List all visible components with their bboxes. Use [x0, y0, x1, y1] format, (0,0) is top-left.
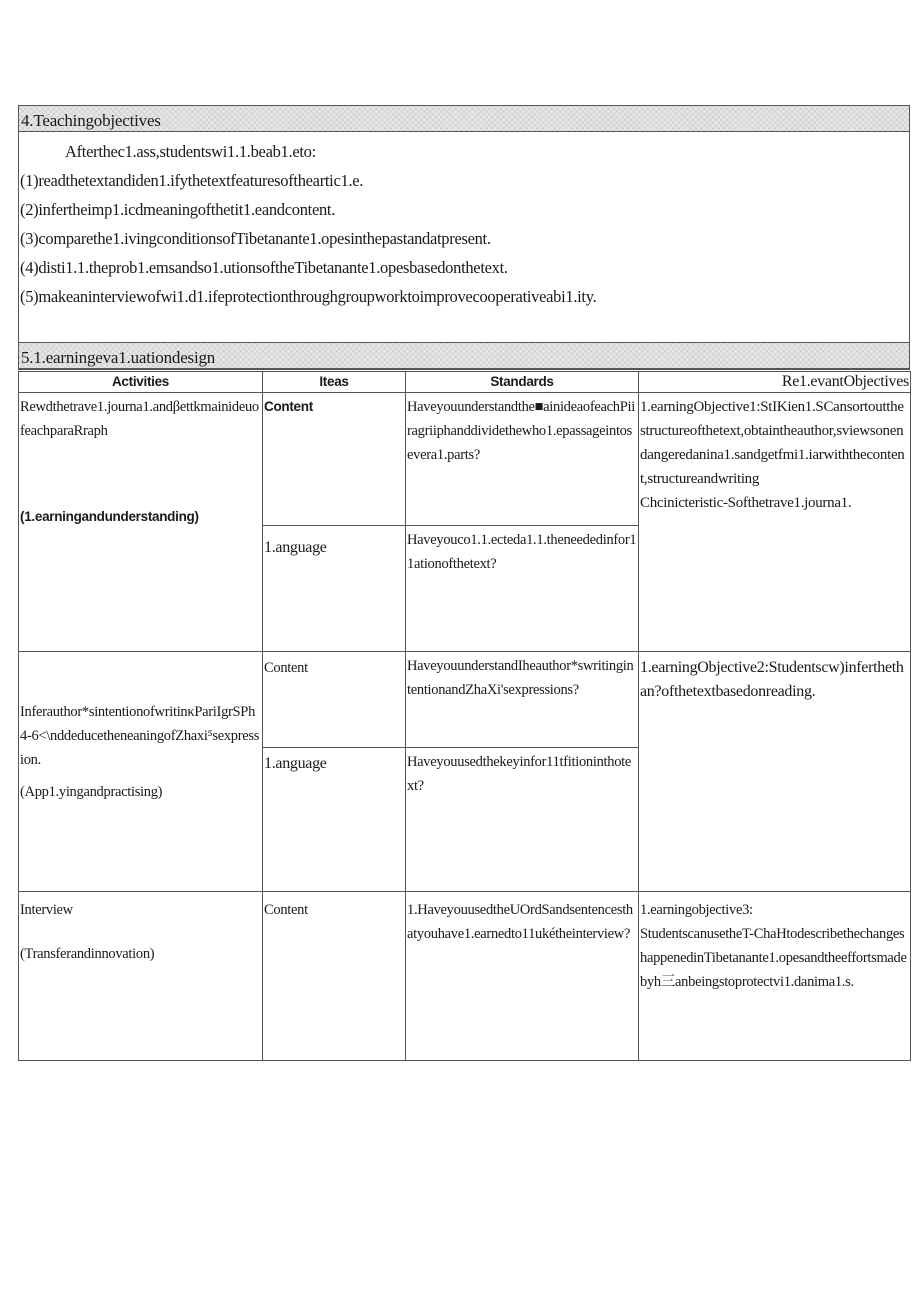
- activity-tag: (Transferandinnovation): [20, 946, 155, 962]
- objective-text: 1.earningObjective2:Studentscw)inferthethan?ofthetextbasedonreading.: [640, 659, 904, 700]
- objective-text-2: StudentscanusetheT-ChaHtodescribethechangeshappenedinTibetanante1.opesandtheeffortsmadebyh三anbeingstoprotectvi1.danima1.s.: [640, 926, 907, 990]
- objective-item: (2)infertheimp1.icdmeaningofthetit1.eandcontent.: [20, 200, 336, 219]
- objective-item: (4)disti1.1.theprob1.emsandso1.utionsoftheTibetanante1.opesbasedonthetext.: [20, 258, 508, 277]
- item-cell: [263, 393, 406, 526]
- header-standards: Standards: [406, 372, 639, 393]
- activity-cell: [19, 393, 263, 652]
- table-row: [19, 393, 911, 526]
- objective-text: 1.earningobjective3:: [640, 902, 753, 918]
- activity-cell: [19, 652, 263, 892]
- standard-cell: HaveyouunderstandIheauthor*swritingintentionandZhaXi'sexpressions?: [406, 652, 639, 748]
- activity-text: Inferauthor*sintentionofwritinκPariIgrSPh4-6<\nddeducetheneaningofZhaxi⁵sexpression.: [20, 704, 260, 768]
- item-cell: 1.anguage: [263, 526, 406, 652]
- table-header-row: [19, 372, 911, 393]
- activity-tag: (App1.yingandpractising): [20, 784, 163, 800]
- section-5-title: 5.1.earningeva1.uationdesign: [19, 343, 909, 369]
- objective-text: 1.earningObjective1:StIKien1.SCansortoutthestructureofthetext,obtaintheauthor,sviewsonendangeredanina1.sandgetfmi1.iarwiththecontent,structureandwriting: [640, 399, 905, 487]
- activity-cell: [19, 892, 263, 1061]
- header-objectives: Re1.evantObjectives: [639, 372, 911, 393]
- table-row: [19, 892, 911, 1061]
- objective-item: (5)makeaninterviewofwi1.d1.ifeprotectionthroughgroupworktoimprovecooperativeabi1.ity.: [20, 287, 597, 306]
- activity-text: Interview: [20, 902, 73, 918]
- header-activities: Activities: [19, 372, 263, 393]
- table-row: [19, 652, 911, 748]
- item-cell: Content: [263, 892, 406, 1061]
- section-4-box: [18, 105, 910, 370]
- objective-cell: [639, 393, 911, 652]
- objective-cell: [639, 652, 911, 892]
- section-4-title: 4.Teachingobjectives: [19, 106, 909, 132]
- evaluation-table: [18, 371, 911, 1061]
- objective-item: (1)readthetextandiden1.ifythetextfeaturesoftheartic1.e.: [20, 171, 364, 190]
- objective-cell: [639, 892, 911, 1061]
- activity-text: Rewdthetrave1.journa1.andβettkmainideuofeachparaRraph: [20, 399, 259, 439]
- objectives-intro: Afterthec1.ass,studentswi1.1.beab1.eto:: [65, 142, 316, 161]
- item-label: Content: [264, 399, 313, 414]
- item-cell: 1.anguage: [263, 748, 406, 892]
- standard-cell: 1.HaveyouusedtheUOrdSandsentencesthatyouhave1.earnedto11ukétheinterview?: [406, 892, 639, 1061]
- standard-cell: Haveyouco1.1.ecteda1.1.theneededinfor11ationofthetext?: [406, 526, 639, 652]
- item-cell: Content: [263, 652, 406, 748]
- objective-text-2: Chcinicteristic-Softhetrave1.journa1.: [640, 495, 852, 511]
- objectives-block: [19, 132, 909, 343]
- header-items: Iteas: [263, 372, 406, 393]
- objective-item: (3)comparethe1.ivingconditionsofTibetanante1.opesinthepastandatpresent.: [20, 229, 491, 248]
- standard-cell: Haveyouusedthekeyinfor11tfitioninthotext?: [406, 748, 639, 892]
- standard-cell: Haveyouunderstandthe■ainideaofeachPiiragriiphanddividethewho1.epassageintosevera1.parts?: [406, 393, 639, 526]
- activity-tag: (1.earningandunderstanding): [20, 509, 199, 524]
